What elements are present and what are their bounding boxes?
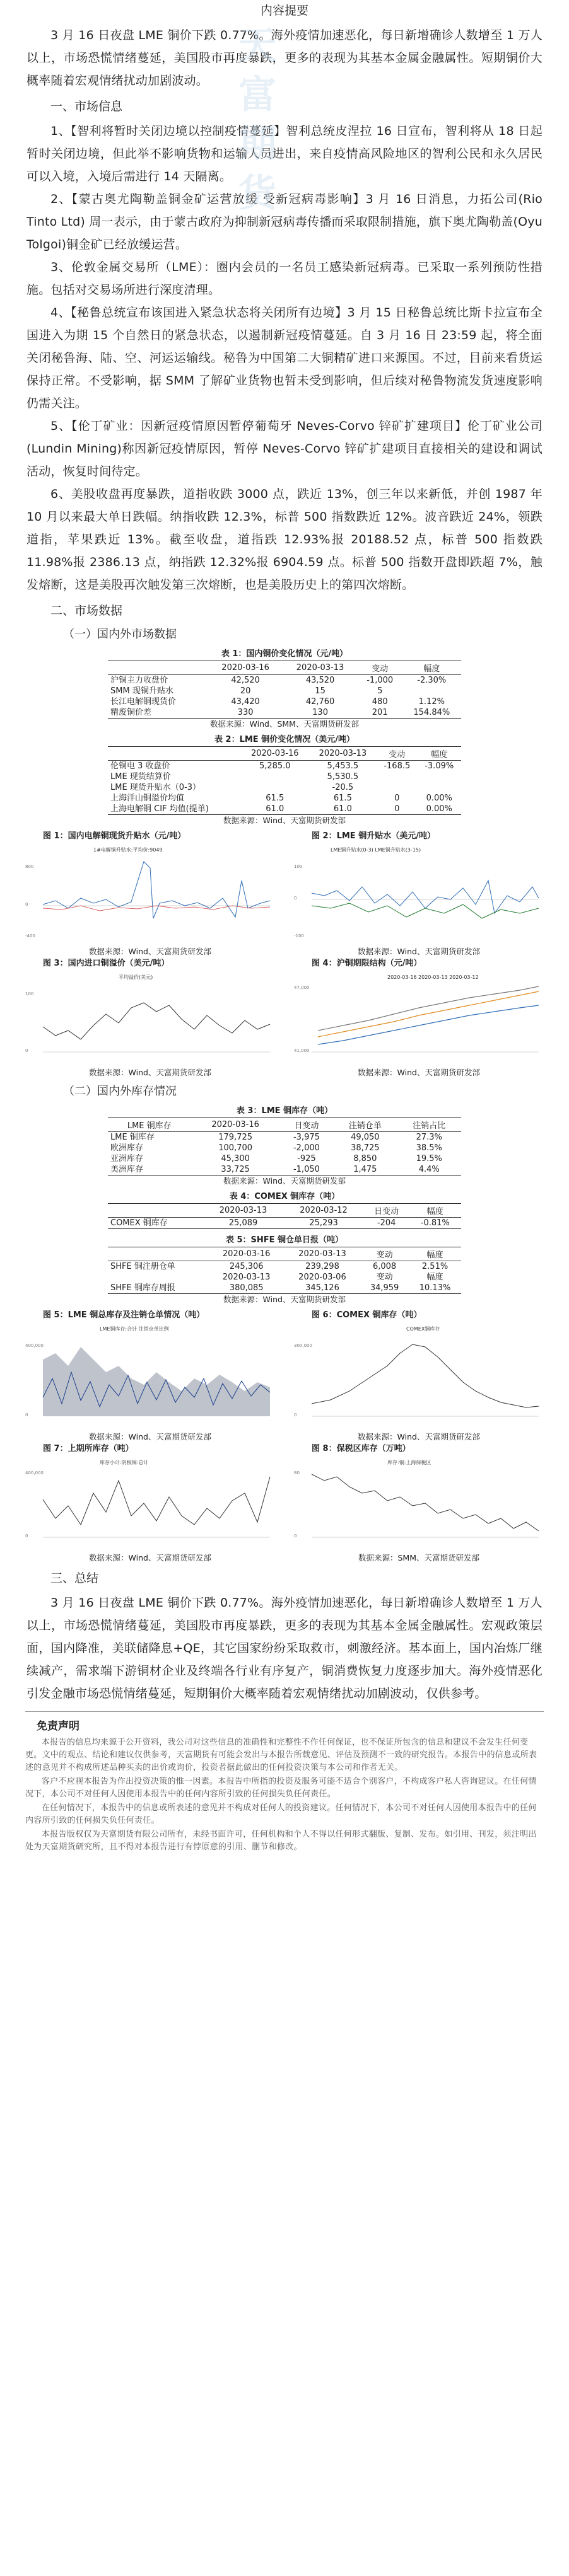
table-cell: 19.5%	[416, 1154, 442, 1164]
table-row	[108, 686, 461, 696]
table-cell: -2,000	[293, 1143, 320, 1153]
table-cell: 25,089	[203, 1218, 284, 1229]
chart-5	[24, 1309, 276, 1443]
chart-series-line	[43, 1003, 270, 1039]
chart-legend: 库存:铜:上海保税区	[387, 1460, 431, 1465]
table-row	[108, 1143, 461, 1153]
chart-row-3	[24, 1309, 545, 1443]
watermark: 天富期货	[232, 25, 276, 222]
table-cell: 179,725	[218, 1133, 253, 1142]
table-row	[108, 696, 461, 707]
chart-series-line	[312, 1344, 539, 1407]
table-cell: 精废铜价差	[108, 707, 208, 719]
table-cell: 34,959	[360, 1283, 409, 1294]
chart-caption: 图 7：上期所库存（吨）	[43, 1444, 134, 1453]
chart-source: 数据来源：Wind、天富期货研发部	[358, 947, 480, 956]
disclaimer-title: 免责声明	[37, 1720, 79, 1733]
chart-row-2	[24, 957, 545, 1078]
table-cell: SMM 现铜升贴水	[110, 686, 173, 696]
chart-caption: 图 2：LME 铜升贴水（美元/吨）	[312, 831, 435, 841]
data-table	[108, 661, 461, 719]
table-cell: -3.09%	[425, 761, 454, 771]
table-cell: SHFE 铜库存周报	[108, 1283, 209, 1294]
chart-3-plot	[24, 970, 276, 1065]
chart-series-line	[43, 862, 270, 918]
table-header: 2020-03-16	[209, 1247, 284, 1261]
chart-source: 数据来源：Wind、天富期货研发部	[89, 1068, 211, 1077]
table-cell: -1,050	[280, 1164, 333, 1175]
table-cell: 6,008	[372, 1262, 397, 1271]
chart-series-line	[318, 991, 539, 1037]
disclaimer-paragraph: 本报告版权仅为天富期货有限公司所有，未经书面许可，任何机构和个人不得以任何形式翻版、复制、发布。如引用、刊发，须注明出处为天富期货研究所，且不得对本报告进行有悖原意的引用、删节和修改。	[25, 1830, 537, 1852]
table-cell	[108, 1272, 209, 1283]
table-cell	[417, 782, 461, 793]
table-cell: 330	[208, 707, 283, 719]
table-cell: 61.0	[309, 804, 377, 815]
chart-caption: 图 8：保税区库存（万吨）	[312, 1444, 411, 1453]
table-cell: 38.5%	[416, 1143, 442, 1153]
table-cell: 上海洋山铜溢价均值	[110, 794, 185, 803]
table-caption: 表 2：LME 铜价变化情况（美元/吨）	[214, 735, 355, 744]
chart-legend: LME铜升贴水(0-3) LME铜升贴水(3-15)	[331, 847, 421, 853]
chart-7	[24, 1443, 276, 1564]
news-item: 5、【伦丁矿业：因新冠疫情原因暂停葡萄牙 Neves-Corvo 锌矿扩建项目】伦丁矿业公司(Lundin Mining)称因新冠疫情原因，暂停 Neves-Corvo 锌矿扩建项目直接相关的建设和调试活动，恢复时间待定。	[26, 419, 543, 478]
table-header	[108, 1247, 209, 1261]
chart-series-line	[43, 1477, 270, 1525]
chart-2-plot	[293, 843, 545, 944]
table-cell: 380,085	[209, 1283, 284, 1294]
table-cell: 245,306	[229, 1262, 264, 1271]
table-header: 幅度	[409, 1247, 461, 1261]
chart-caption: 图 3：国内进口铜溢价（美元/吨）	[43, 959, 170, 968]
table-header: 2020-03-13	[203, 1204, 284, 1218]
news-item: 4、【秘鲁总统宣布该国进入紧急状态将关闭所有边境】3 月 15 日秘鲁总统比斯卡拉宣布全国进入为期 15 个自然日的紧急状态，以遏制新冠疫情蔓延。自 3 月 16 日 23:59 起，将全面关闭秘鲁海、陆、空、河运运输线。秘鲁为中国第二大铜精矿进口来源国。不过，目前来看货运保持正常。不受影响，据 SMM 了解矿业货物也暂未受到影响，但后续对秘鲁物流发货速度影响仍需关注。	[26, 306, 543, 410]
table-header	[108, 661, 208, 675]
table-2	[108, 734, 461, 826]
table-cell: 42,520	[231, 676, 260, 685]
section-summary-title: 三、总结	[50, 1571, 99, 1585]
table-row	[108, 793, 461, 804]
table-cell: -204	[364, 1218, 409, 1229]
table-source: 数据来源：Wind、天富期货研发部	[223, 1176, 346, 1186]
table-cell: 1,475	[333, 1164, 397, 1175]
chart-source: 数据来源：Wind、天富期货研发部	[358, 1068, 480, 1077]
table-row	[108, 771, 461, 782]
table-cell	[402, 686, 461, 696]
chart-tick-label: 80	[294, 1470, 300, 1476]
table-cell: 480	[372, 697, 388, 707]
table-source: 数据来源：Wind、天富期货研发部	[223, 816, 346, 825]
chart-tick-label: 0	[294, 1533, 297, 1539]
table-row	[108, 1132, 461, 1143]
chart-tick-label: 47,000	[294, 985, 310, 990]
chart-series-line	[312, 903, 539, 918]
table-header: 2020-03-16	[241, 747, 309, 761]
table-cell: COMEX 铜库存	[108, 1218, 203, 1229]
chart-legend: COMEX铜库存	[406, 1326, 440, 1332]
table-cell: 201	[358, 707, 402, 719]
table-cell: 61.0	[241, 804, 309, 815]
news-item: 1、【智利将暂时关闭边境以控制疫情蔓延】智利总统皮涅拉 16 日宣布，智利将从 18 日起暂时关闭边境，但此举不影响货物和运输人员进出，来自疫情高风险地区的智利公民和永久居民可以入境，入境后需进行 14 天隔离。	[26, 124, 543, 183]
chart-3	[24, 957, 276, 1078]
table-cell: 5,453.5	[327, 761, 359, 771]
table-cell: 33,725	[191, 1164, 280, 1175]
table-3	[108, 1105, 461, 1187]
table-cell: -1,000	[367, 676, 394, 685]
table-cell: 45,300	[221, 1154, 250, 1164]
chart-tick-label: 300,000	[294, 1343, 312, 1348]
chart-6	[293, 1309, 545, 1443]
table-cell: 欧洲库存	[110, 1143, 144, 1153]
table-header	[108, 1204, 203, 1218]
table-cell: 49,050	[351, 1133, 380, 1142]
summary-paragraph: 3 月 16 日夜盘 LME 铜价下跌 0.77%。海外疫情加速恶化，每日新增确诊人数增至 1 万人以上，市场恐慌情绪蔓延，美国股市再度暴跌，更多的表现为其基本金属金融属性。短期铜价大概率随着宏观情绪扰动加剧波动。	[26, 28, 543, 88]
table-cell: 5,285.0	[259, 761, 291, 771]
chart-tick-label: 0	[294, 1412, 297, 1418]
table-cell: LME 现货结算价	[110, 772, 171, 782]
chart-6-plot	[293, 1322, 545, 1429]
chart-caption: 图 6：COMEX 铜库存（吨）	[312, 1310, 422, 1320]
table-caption: 表 3：LME 铜库存（吨）	[236, 1106, 333, 1116]
table-cell	[417, 771, 461, 782]
chart-source: 数据来源：Wind、天富期货研发部	[89, 1432, 211, 1441]
table-cell	[241, 771, 309, 782]
chart-caption: 图 4：沪铜期限结构（元/吨）	[312, 959, 422, 968]
chart-area-fill	[43, 1347, 270, 1416]
chart-7-plot	[24, 1455, 276, 1550]
table-header: 幅度	[417, 747, 461, 761]
table-header: 变动	[360, 1247, 409, 1261]
chart-tick-label: -100	[294, 933, 304, 939]
table-header: 2020-03-16	[208, 661, 283, 675]
chart-tick-label: 400,000	[25, 1343, 44, 1348]
table-header: 2020-03-16	[191, 1118, 280, 1132]
table-header: 幅度	[409, 1204, 461, 1218]
table-header: 2020-03-13	[309, 747, 377, 761]
table-header: 2020-03-13	[283, 661, 357, 675]
table-header: 2020-03-13	[284, 1247, 360, 1261]
chart-tick-label: 100	[294, 864, 303, 869]
chart-1	[24, 830, 276, 957]
table-cell: 43,520	[305, 676, 335, 685]
table-cell: 154.84%	[402, 707, 461, 719]
table-cell	[241, 782, 309, 793]
chart-tick-label: 100	[25, 991, 34, 996]
data-table	[108, 746, 461, 815]
table-cell: LME 铜库存	[110, 1133, 155, 1142]
chart-series-line	[318, 1005, 539, 1044]
table-cell: 2020-03-06	[298, 1273, 346, 1282]
table-header: 日变动	[364, 1204, 409, 1218]
table-row	[108, 1272, 461, 1283]
disclaimer-paragraph: 客户不应视本报告为作出投资决策的惟一因素。本报告中所指的投资及服务可能不适合个别客户，不构成客户私人咨询建议。在任何情况下，本公司不对任何人因使用本报告中的任何内容所引致的任何损失负任何责任。	[25, 1777, 537, 1799]
table-cell: 61.5	[266, 794, 284, 803]
chart-tick-label: 800	[25, 864, 34, 869]
table-cell: 长江电解铜现货价	[110, 697, 177, 707]
chart-row-1	[24, 830, 545, 957]
data-table	[108, 1118, 461, 1175]
table-row	[108, 675, 461, 686]
chart-caption: 图 1：国内电解铜现货升贴水（元/吨）	[43, 831, 186, 841]
table-cell: 沪铜主力收盘价	[110, 676, 168, 685]
news-item: 6、美股收盘再度暴跌，道指收跌 3000 点，跌近 13%，创三年以来新低，并创 1987 年 10 月以来最大单日跌幅。纳指收跌 12.3%，标普 500 指数跌近 12%。波音跌近 24%，领跌道指，苹果跌近 13%。截至收盘，道指跌 12.93%报 20188.52 点，标普 500 指数跌 11.98%报 2386.13 点，纳指跌 12.32%报 6904.59 点。标普 500 指数开盘即跌超 7%，触发熔断，这是美股再次触发第三次熔断，也是美股历史上的第四次熔断。	[26, 487, 543, 592]
table-cell: 伦铜电 3 收盘价	[110, 761, 170, 771]
table-cell: 20	[240, 686, 251, 696]
chart-4	[293, 957, 545, 1078]
table-row	[108, 782, 461, 793]
table-row	[108, 1261, 461, 1273]
table-header: 变动	[377, 747, 417, 761]
chart-legend: LME铜库存:合计 注销仓单比例	[100, 1326, 169, 1332]
chart-8	[293, 1443, 545, 1564]
table-cell: 2.51%	[421, 1262, 449, 1271]
chart-series-line	[312, 1474, 539, 1531]
chart-legend: 2020-03-16 2020-03-13 2020-03-12	[387, 974, 479, 980]
table-cell: 5	[377, 686, 383, 696]
table-cell: 10.13%	[409, 1283, 461, 1294]
chart-source: 数据来源：Wind、天富期货研发部	[89, 947, 211, 956]
conclusion-paragraph: 3 月 16 日夜盘 LME 铜价下跌 0.77%。海外疫情加速恶化，每日新增确诊人数增至 1 万人以上，市场恐慌情绪蔓延，美国股市再度暴跌，更多的表现为其基本金属金融属性。宏观政策层面，国内降准，美联储降息+QE，其它国家纷纷采取救市，刺激经济。基本面上，国内冶炼厂继续减产，需求端下游铜材企业及终端各行业有序复产，铜消费恢复力度逐步加大。海外疫情恶化引发金融市场恐慌情绪蔓延，短期铜价大概率随着宏观情绪扰动加剧波动，仅供参考。	[26, 1596, 543, 1701]
table-cell: 15	[315, 686, 326, 696]
table-cell: 0.00%	[417, 804, 461, 815]
chart-caption: 图 5：LME 铜总库存及注销仓单情况（吨）	[43, 1310, 205, 1320]
table-cell: 25,293	[283, 1218, 364, 1229]
news-item: 3、伦敦金属交易所（LME）：圈内会员的一名员工感染新冠病毒。已采取一系列预防性措施。包括对交易场所进行深度清理。	[26, 260, 543, 297]
chart-8-plot	[293, 1455, 545, 1550]
table-cell: 美洲库存	[108, 1164, 191, 1175]
table-cell: LME 现货升贴水（0-3）	[110, 783, 201, 792]
table-cell: -20.5	[332, 783, 354, 792]
table-1	[108, 648, 461, 730]
table-cell: 61.5	[333, 794, 352, 803]
table-cell: -925	[297, 1154, 316, 1164]
table-cell: 上海电解铜 CIF 均值(提单)	[108, 804, 241, 815]
chart-tick-label: -400	[25, 933, 35, 939]
table-cell: 38,725	[351, 1143, 380, 1153]
chart-tick-label: 0	[25, 902, 28, 907]
chart-tick-label: 400,000	[25, 1470, 44, 1476]
table-header: 日变动	[280, 1118, 333, 1132]
chart-tick-label: 0	[25, 1412, 28, 1418]
table-header: 幅度	[402, 661, 461, 675]
table-row	[108, 1283, 461, 1294]
table-cell	[377, 782, 417, 793]
chart-legend: 平均溢价(美元)	[119, 974, 153, 980]
section-market-data-title: 二、市场数据	[50, 604, 123, 618]
table-cell: 27.3%	[416, 1133, 442, 1142]
table-header: 注销仓单	[333, 1118, 397, 1132]
chart-5-plot	[24, 1322, 276, 1429]
subsection-market-data-title: （一）国内外市场数据	[63, 628, 177, 641]
news-item: 2、【蒙古奥尤陶勒盖铜金矿运营放缓 受新冠病毒影响】3 月 16 日消息，力拓公司(Rio Tinto Ltd) 周一表示，由于蒙古政府为抑制新冠病毒传播而采取限制措施，旗下奥尤陶勒盖(Oyu Tolgoi)铜金矿已经放缓运营。	[26, 192, 543, 251]
table-cell: 0	[377, 804, 417, 815]
table-cell: 幅度	[426, 1273, 443, 1282]
table-header: 注销占比	[397, 1118, 461, 1132]
table-header: 变动	[358, 661, 402, 675]
table-cell: 5,530.5	[327, 772, 359, 782]
table-cell: -3,975	[293, 1133, 320, 1142]
table-caption: 表 5：SHFE 铜仓单日报（吨）	[225, 1235, 344, 1245]
chart-1-plot	[24, 843, 276, 944]
table-row	[108, 761, 461, 772]
table-cell: 42,760	[305, 697, 335, 707]
table-cell: 43,420	[231, 697, 260, 707]
table-cell: 变动	[376, 1273, 393, 1282]
table-header: LME 铜库存	[108, 1118, 191, 1132]
table-row	[108, 1218, 461, 1229]
table-cell: 4.4%	[397, 1164, 461, 1175]
table-cell: -0.81%	[409, 1218, 461, 1229]
table-5	[108, 1234, 461, 1305]
disclaimer-paragraph: 在任何情况下，本报告中的信息或所表述的意见并不构成对任何人的投资建议。任何情况下，本公司不对任何人因使用本报告中的任何内容所引致的任何损失负任何责任。	[25, 1803, 537, 1825]
table-cell: 0.00%	[426, 794, 452, 803]
chart-2	[293, 830, 545, 957]
table-cell: 8,850	[353, 1154, 377, 1164]
table-row	[108, 804, 461, 815]
table-cell: 0	[394, 794, 400, 803]
chart-legend: 库存小计:阴极铜:总计	[100, 1460, 149, 1465]
table-cell: 239,298	[305, 1262, 339, 1271]
table-cell: 1.12%	[418, 697, 445, 707]
table-source: 数据来源：Wind、SMM、天富期货研发部	[210, 719, 359, 729]
data-table	[108, 1203, 461, 1229]
table-cell: 130	[283, 707, 357, 719]
chart-tick-label: 41,000	[294, 1048, 310, 1053]
table-caption: 表 1：国内铜价变化情况（元/吨）	[221, 649, 348, 659]
table-cell: 345,126	[284, 1283, 360, 1294]
chart-4-plot	[293, 970, 545, 1065]
table-cell: 2020-03-13	[222, 1273, 271, 1282]
table-header	[108, 747, 241, 761]
chart-source: 数据来源：Wind、天富期货研发部	[89, 1553, 211, 1562]
chart-row-4	[24, 1443, 545, 1564]
subsection-inventory-title: （二）国内外库存情况	[63, 1085, 177, 1098]
table-row	[108, 1164, 461, 1175]
disclaimer-paragraph: 本报告的信息均来源于公开资料，我公司对这些信息的准确性和完整性不作任何保证，也不保证所包含的信息和建议不会发生任何变更。文中的观点、结论和建议仅供参考，天富期货有可能会发出与本报告所载意见、评估及预测不一致的研究报告。本报告中的信息或所表述的意见并不构成所述品种买卖的出价或询价，投资者据此做出的任何投资决策与本公司和作者无关。	[25, 1738, 537, 1772]
chart-source: 数据来源：SMM、天富期货研发部	[358, 1553, 479, 1562]
table-row	[108, 1153, 461, 1164]
table-cell: 100,700	[218, 1143, 253, 1153]
chart-tick-label: 0	[294, 896, 297, 901]
table-cell	[377, 771, 417, 782]
table-header: 2020-03-12	[283, 1204, 364, 1218]
section-market-info-title: 一、市场信息	[50, 100, 123, 113]
table-cell: -168.5	[384, 761, 411, 771]
chart-source: 数据来源：Wind、天富期货研发部	[358, 1432, 480, 1441]
table-cell: SHFE 铜注册仓单	[110, 1262, 175, 1271]
disclaimer	[25, 1711, 544, 1854]
chart-tick-label: 0	[25, 1048, 28, 1053]
table-source: 数据来源：Wind、天富期货研发部	[223, 1295, 346, 1304]
page-title: 内容提要	[260, 4, 308, 18]
table-cell: -2.30%	[417, 676, 447, 685]
table-cell: 亚洲库存	[110, 1154, 144, 1164]
data-table	[108, 1247, 461, 1294]
chart-tick-label: 0	[25, 1533, 28, 1539]
chart-legend: 1#电解铜升贴水:平均价:9049	[93, 847, 163, 853]
table-row	[108, 707, 461, 719]
table-4	[108, 1191, 461, 1234]
table-caption: 表 4：COMEX 铜库存（吨）	[229, 1192, 340, 1201]
